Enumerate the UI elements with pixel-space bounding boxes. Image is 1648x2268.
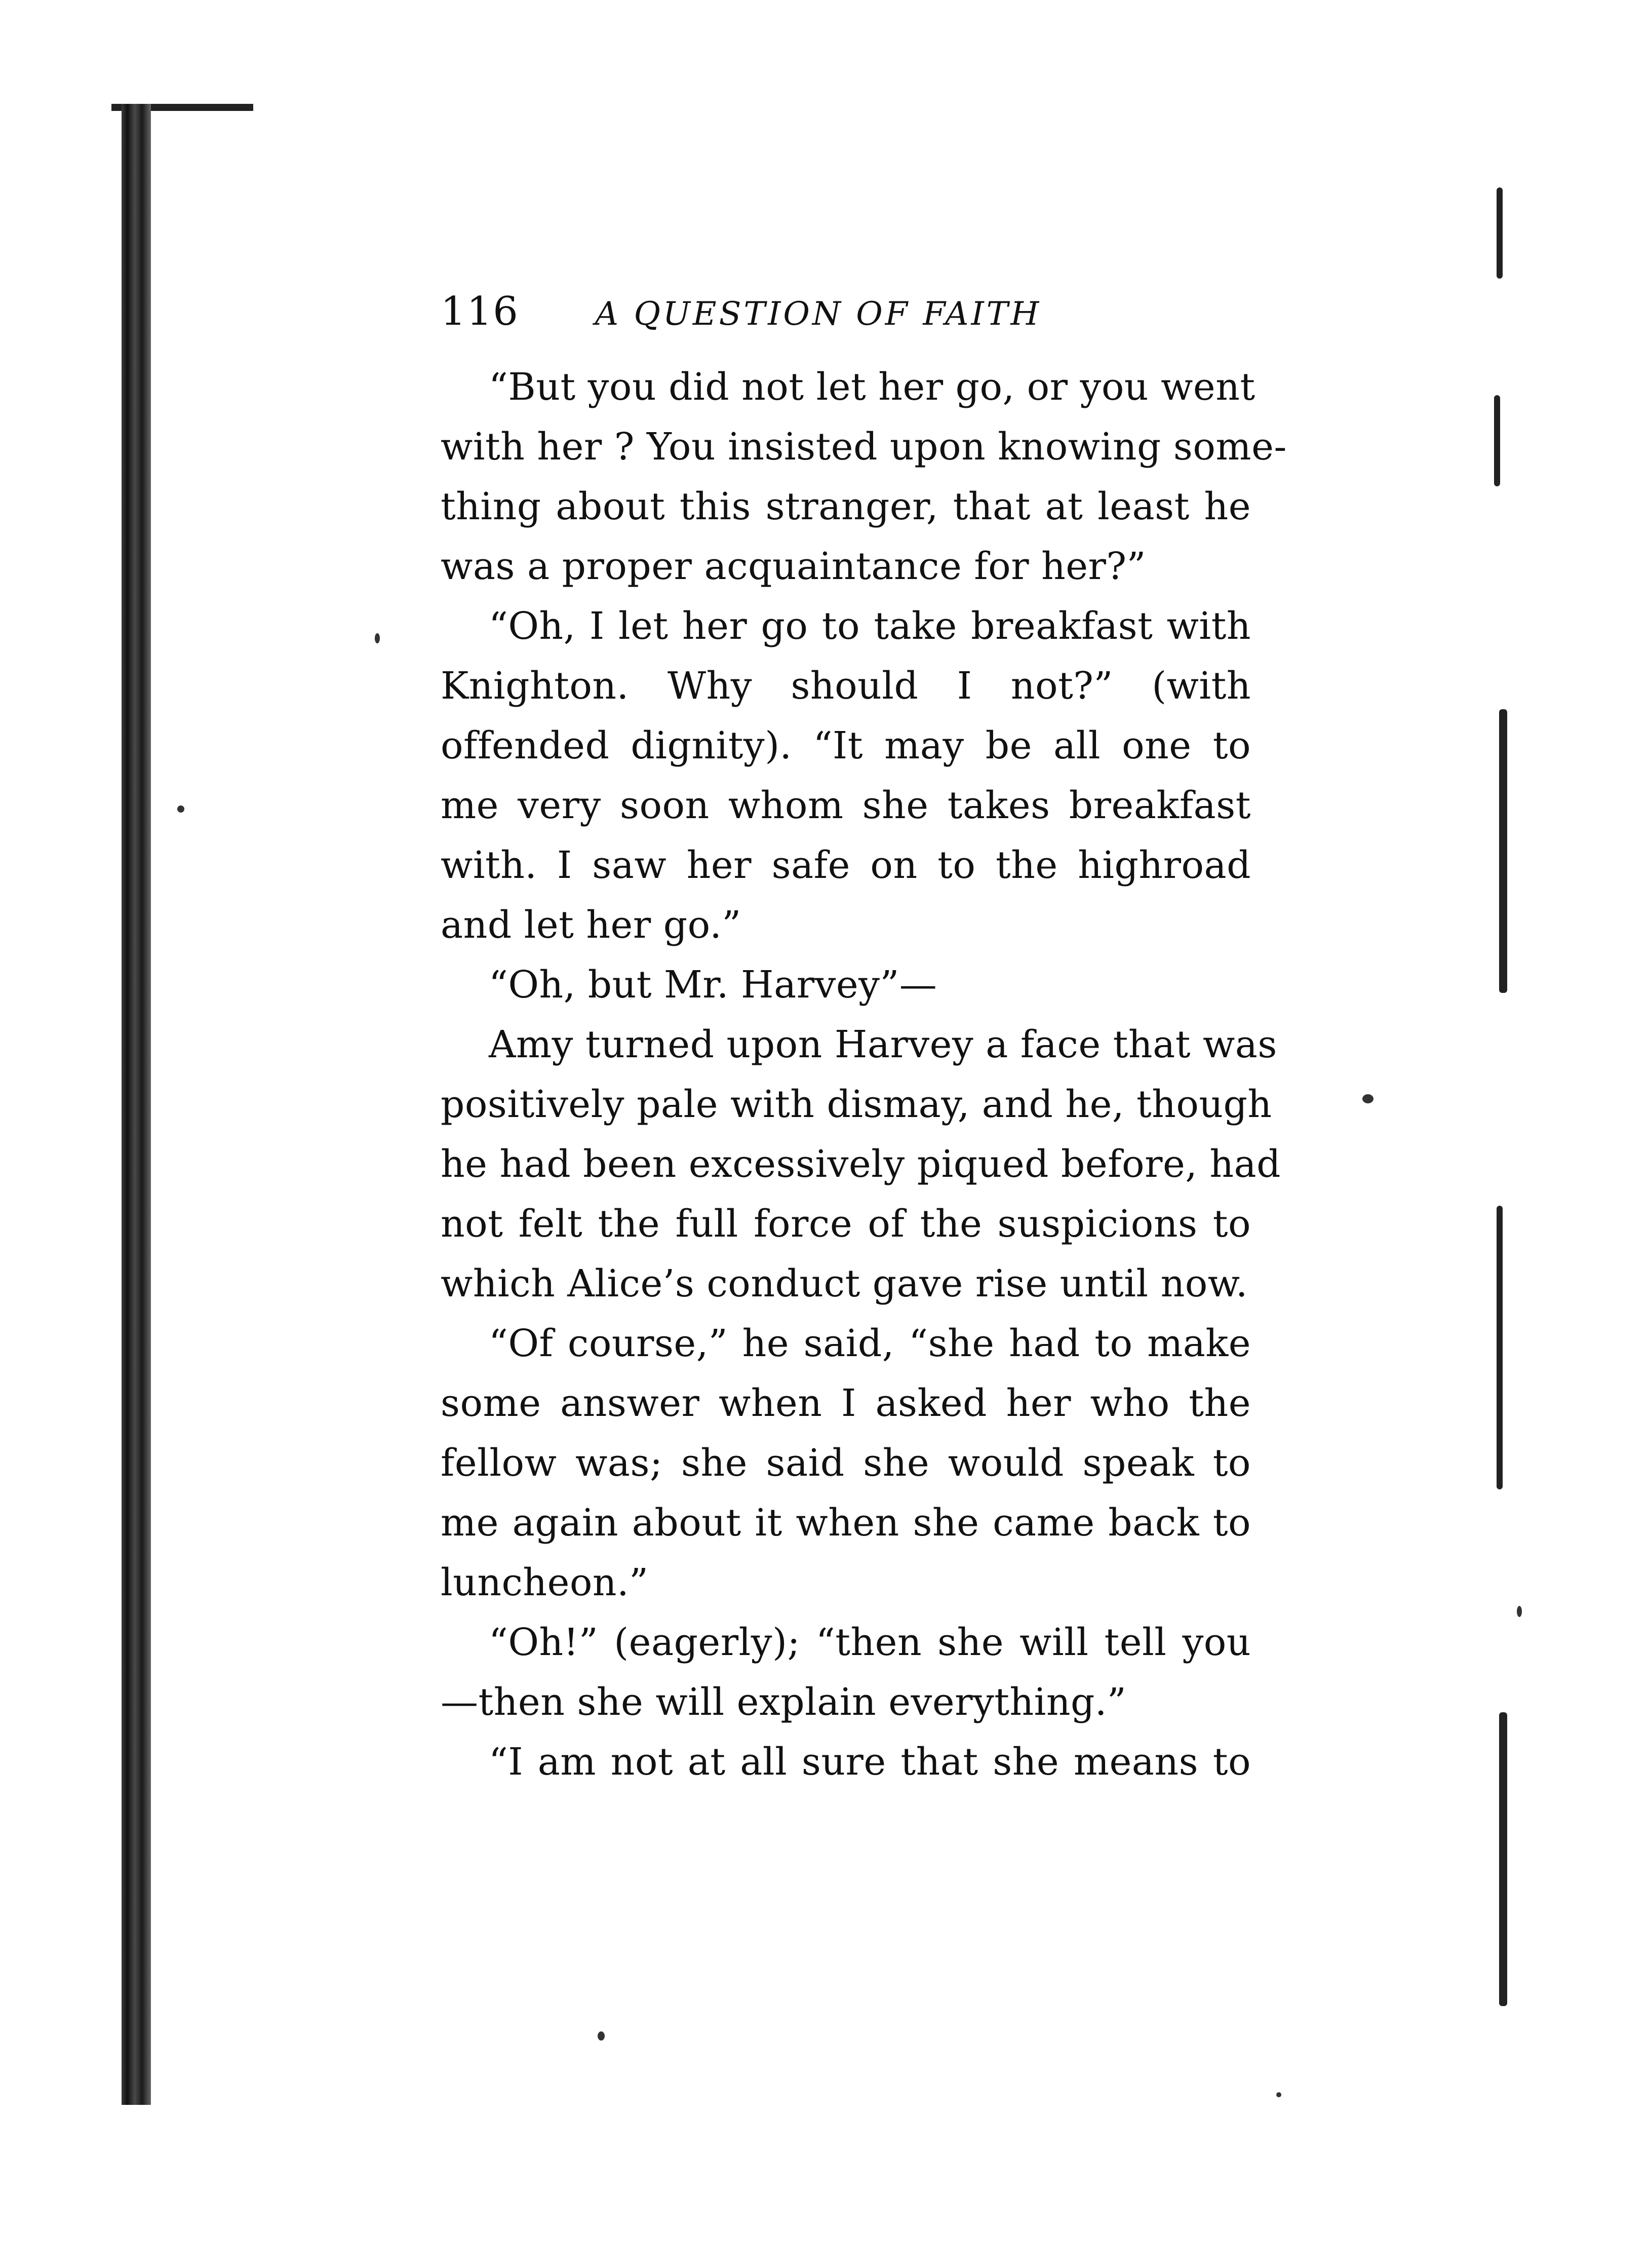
text-line: with her ? You insisted upon knowing some- [441, 425, 1287, 469]
text-line: with. I saw her safe on to the highroad [441, 843, 1251, 887]
edge-mark [1499, 709, 1507, 993]
text-line: Knighton. Why should I not?” (with [441, 664, 1251, 708]
text-line: offended dignity). “It may be all one to [441, 724, 1251, 767]
text-line: “Of course,” he said, “she had to make [489, 1322, 1251, 1365]
page-number: 116 [441, 289, 519, 334]
text-line: me again about it when she came back to [441, 1501, 1251, 1545]
text-line: “But you did not let her go, or you went [489, 365, 1255, 409]
page-header [441, 289, 1261, 344]
text-line: luncheon.” [441, 1561, 649, 1604]
text-line: “Oh!” (eagerly); “then she will tell you [489, 1621, 1251, 1664]
speck [598, 2031, 605, 2041]
running-title: A QUESTION OF FAITH [595, 295, 1042, 333]
speck [1517, 1606, 1522, 1617]
edge-mark [1497, 1206, 1503, 1489]
edge-mark [1497, 187, 1503, 279]
text-line: Amy turned upon Harvey a face that was [489, 1023, 1277, 1066]
text-line: —then she will explain everything.” [441, 1680, 1127, 1724]
speck [177, 805, 184, 813]
text-line: “Oh, I let her go to take breakfast with [489, 604, 1251, 648]
text-line: he had been excessively piqued before, had [441, 1142, 1281, 1186]
body-text [441, 357, 1287, 1792]
text-line: thing about this stranger, that at least he [441, 485, 1251, 528]
text-line: fellow was; she said she would speak to [441, 1441, 1251, 1485]
speck [1362, 1094, 1374, 1103]
text-line: positively pale with dismay, and he, though [441, 1083, 1272, 1126]
edge-mark [1499, 1712, 1507, 2006]
text-line: not felt the full force of the suspicions to [441, 1202, 1251, 1246]
text-line: “Oh, but Mr. Harvey”— [489, 963, 937, 1007]
text-line: me very soon whom she takes breakfast [441, 784, 1251, 827]
text-line: “I am not at all sure that she means to [489, 1740, 1251, 1784]
text-line: and let her go.” [441, 903, 741, 947]
binding-edge [122, 104, 151, 2105]
text-line: some answer when I asked her who the [441, 1381, 1251, 1425]
text-line: which Alice’s conduct gave rise until now. [441, 1262, 1248, 1305]
speck [375, 633, 380, 643]
edge-mark [1494, 395, 1500, 486]
text-line: was a proper acquaintance for her?” [441, 545, 1146, 588]
speck [1276, 2092, 1281, 2097]
